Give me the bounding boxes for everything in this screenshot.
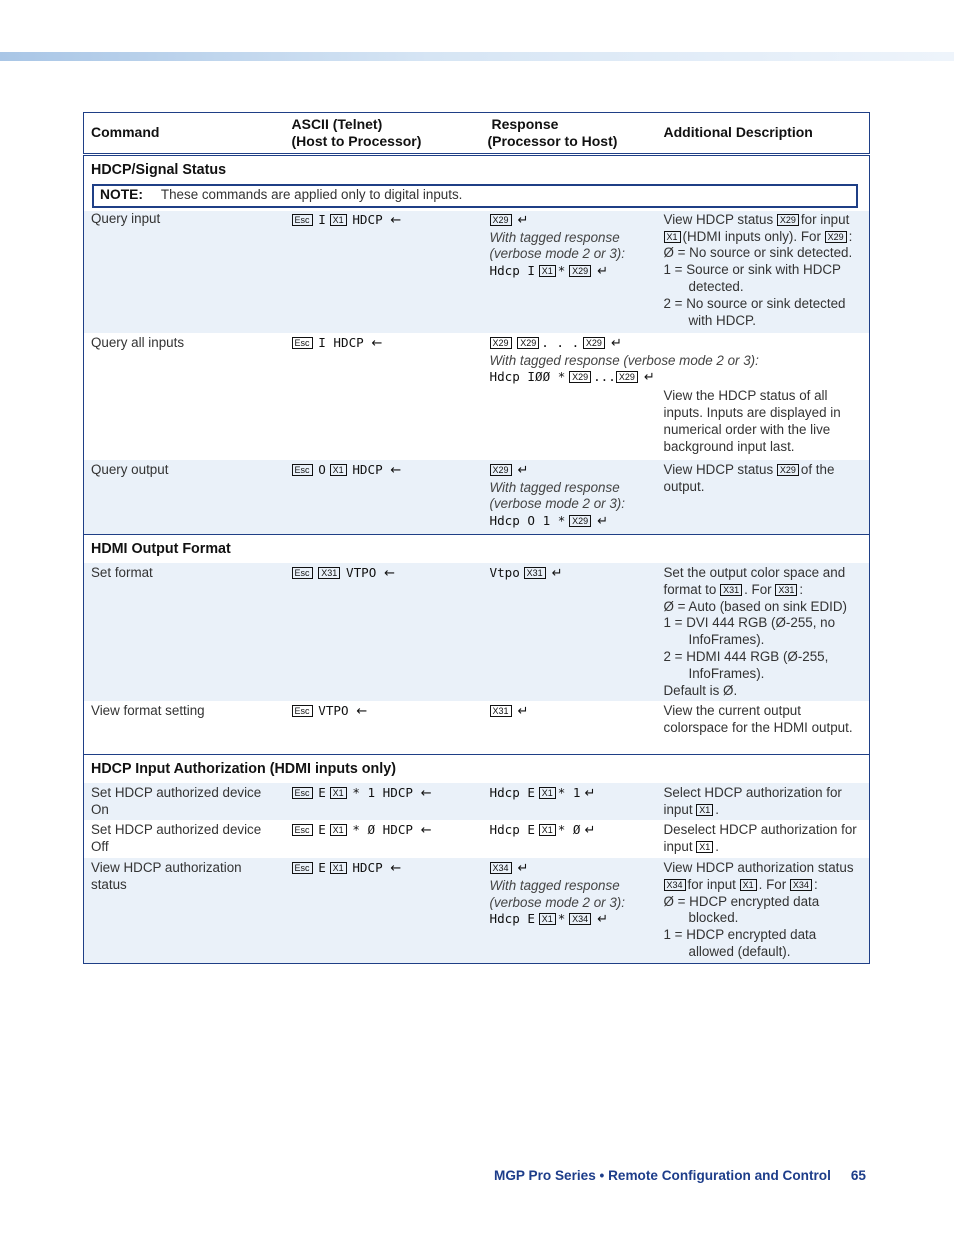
table-row (84, 460, 870, 535)
note-row (84, 184, 870, 211)
response-cell: X29 ↵ With tagged response (verbose mode 2 or 3): Hdcp I X1 * X29 ↵ (483, 211, 657, 333)
description-cell: Select HDCP authorization for input X1 . (657, 783, 870, 821)
table-row (84, 701, 870, 754)
response-cell: X34 ↵ With tagged response (verbose mode 2 or 3): Hdcp E X1 * X34 ↵ (483, 858, 657, 963)
response-cell: Hdcp E X1 * 1 ↵ (483, 783, 657, 821)
enter-arrow-icon: ← (390, 860, 402, 876)
section-title: HDCP/Signal Status (84, 155, 870, 184)
header-description: Additional Description (663, 124, 813, 140)
response-cell: Hdcp E X1 * Ø ↵ (489, 822, 596, 839)
command-cell: View format setting (91, 703, 205, 719)
return-arrow-icon: ↵ (551, 566, 563, 582)
footer-title: MGP Pro Series • Remote Configuration and Control (494, 1168, 831, 1183)
table-row (84, 820, 870, 858)
response-cell: X29 X29 . . . X29 ↵ With tagged response (verbose mode 2 or 3): Hdcp IØØ * X29 ... X29 ↵ View the HDCP status of all inputs. Inputs are displayed in numerical order with the live background input last. (483, 333, 870, 460)
x1-key: X1 (330, 214, 347, 226)
section-title: HDCP Input Authorization (HDMI inputs only) (84, 754, 870, 782)
section-hdmi-output-format (84, 535, 870, 563)
response-cell: Vtpo X31 ↵ (483, 563, 657, 701)
command-cell: Set HDCP authorized device On (84, 783, 285, 821)
return-arrow-icon: ↵ (584, 785, 596, 801)
return-arrow-icon: ↵ (517, 860, 529, 876)
enter-arrow-icon: ← (384, 566, 395, 582)
note-label: NOTE: (100, 187, 143, 203)
page-footer (494, 1168, 866, 1183)
return-arrow-icon: ↵ (517, 704, 529, 720)
table-row (84, 783, 870, 821)
header-response: Response (Processor to Host) (487, 115, 618, 149)
enter-arrow-icon: ← (356, 704, 368, 720)
enter-arrow-icon: ← (420, 823, 432, 839)
ascii-cell: Esc X31 VTPO ← (285, 563, 483, 701)
description-text: View the HDCP status of all inputs. Inputs are displayed in numerical order with the live background input last. (663, 388, 841, 454)
ascii-cell: Esc O X1 HDCP ← (285, 460, 483, 535)
header-ascii: ASCII (Telnet) (Host to Processor) (291, 115, 422, 149)
command-cell: Query output (84, 460, 285, 535)
note-text: These commands are applied only to digital inputs. (160, 187, 463, 203)
command-cell: Set format (84, 563, 285, 701)
section-hdcp-signal-status (84, 155, 870, 184)
table-row (84, 563, 870, 701)
return-arrow-icon: ↵ (597, 264, 608, 280)
command-cell: View HDCP authorization status (84, 858, 285, 963)
return-arrow-icon: ↵ (517, 212, 529, 228)
enter-arrow-icon: ← (420, 785, 432, 801)
return-arrow-icon: ↵ (643, 370, 655, 386)
ascii-cell: Esc VTPO ← (285, 701, 483, 754)
esc-key: Esc (292, 214, 313, 226)
note-box (92, 184, 858, 208)
return-arrow-icon: ↵ (597, 912, 608, 928)
return-arrow-icon: ↵ (517, 462, 529, 478)
command-cell: Query input (84, 211, 285, 333)
ascii-cell: Esc E X1 * 1 HDCP ← (285, 783, 483, 821)
table-row (84, 211, 870, 333)
ascii-cell: Esc E X1 HDCP ← (285, 858, 483, 963)
table-row (84, 858, 870, 963)
command-table (83, 112, 870, 964)
enter-arrow-icon: ← (371, 335, 383, 351)
table-header-row (84, 113, 870, 155)
ascii-cell: Esc I HDCP ← (285, 333, 483, 460)
table-row (84, 333, 870, 460)
response-cell: X31 ↵ (483, 701, 657, 754)
ascii-cell: Esc I X1 HDCP ← (285, 211, 483, 333)
page-number: 65 (850, 1168, 866, 1183)
section-title: HDMI Output Format (84, 535, 870, 563)
return-arrow-icon: ↵ (584, 823, 596, 839)
return-arrow-icon: ↵ (610, 335, 622, 351)
description-cell: Set the output color space and format to X31 . For X31 : Ø = Auto (based on sink EDID) 1 = DVI 444 RGB (Ø-255, no InfoFrames). 2 = HDMI 444 RGB (Ø-255, InfoFrames). Default is Ø. (657, 563, 870, 701)
description-cell: Deselect HDCP authorization for input X1 . (663, 822, 857, 855)
description-cell: View HDCP authorization status X34 for input X1 . For X34 : Ø = HDCP encrypted data blocked. 1 = HDCP encrypted data allowed (default). (657, 858, 870, 963)
command-cell: Set HDCP authorized device Off (91, 822, 262, 855)
return-arrow-icon: ↵ (597, 514, 608, 530)
description-cell: View HDCP status X29 of the output. (657, 460, 870, 535)
enter-arrow-icon: ← (390, 212, 402, 228)
top-accent-bar (0, 52, 954, 61)
description-cell: View HDCP status X29 for input X1 (HDMI inputs only). For X29 : Ø = No source or sink detected. 1 = Source or sink with HDCP detected. 2 = No source or sink detected with HDCP. (657, 211, 870, 333)
response-cell: X29 ↵ With tagged response (verbose mode 2 or 3): Hdcp O 1 * X29 ↵ (483, 460, 657, 535)
enter-arrow-icon: ← (390, 462, 402, 478)
header-command: Command (91, 124, 160, 140)
command-cell: Query all inputs (91, 334, 185, 350)
ascii-cell: Esc E X1 * Ø HDCP ← (285, 820, 483, 858)
section-hdcp-input-authorization (84, 754, 870, 782)
description-cell: View the current output colorspace for the HDMI output. (663, 703, 853, 736)
x29-key: X29 (490, 214, 512, 226)
